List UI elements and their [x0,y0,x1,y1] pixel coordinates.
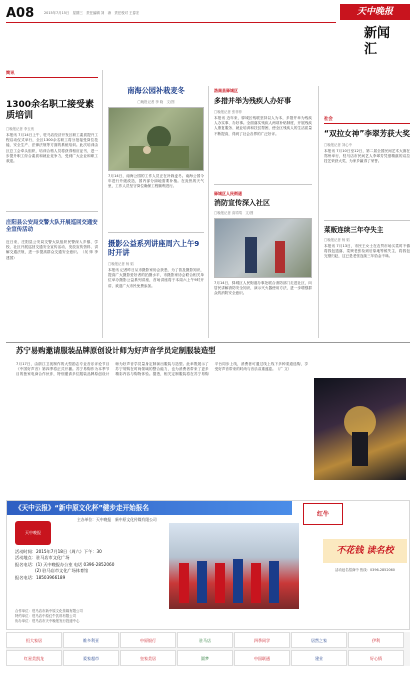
story-title: 多措并举为残疾人办好事 [214,97,291,105]
ad-line: 报名电话：18503966189 [15,574,66,580]
sponsor-tile: 皇家美居 [120,650,176,666]
ad-slogan-sub: 活动冠名招商中 热线：0396-2852060 [335,568,395,572]
story-body: 近日来，庄阳县公安局交警大队组织民警深入乡镇、学校、社区开展巡回交通安全宣传活动，发放宣传资料、讲解交通法规，进一步提高群众交通安全意识。（吴 帅 李建国） [6,240,98,260]
right-column [214,88,312,315]
middle-column [108,86,204,314]
photo-illustration [109,108,205,172]
story-body: 本报讯 7月10日至12日，第二届全国民间艺术大赛在郑州举行，驻马店市民间艺人李翠芳凭借精湛的双拉技艺荣获大奖，为家乡赢得了荣誉。 [324,148,410,163]
section-title: 新闻汇 [364,26,391,57]
story-byline: □晚报记者 高靖靖 文/图 [214,211,254,215]
photo-caption: 7月14日，驿城区人民街道办事处联合消防部门走进社区，向居民讲解消防安全知识，演示灭火器使用方法，进一步增强群众的消防安全意识。 [214,281,312,296]
page-number: A08 [6,6,35,21]
story-byline: □晚报记者 刘心中 [324,142,353,147]
section-divider [6,342,410,343]
main-story-photo [314,378,406,480]
sponsor-logo: 红牛 [303,503,343,525]
ad-footer [15,609,407,624]
story-title: 南海公园补栽麦冬 [127,86,185,95]
divider [108,232,204,233]
section-label: 驿城区人民街道 [214,191,242,196]
news-photo [108,107,204,171]
stage-illustration [314,378,406,480]
story-title: 消防宣传深入社区 [214,199,270,207]
section-label: 社会 [324,116,410,124]
story-body: 本报讯 近年来，驿城区残联坚持以人为本，多措并举为残疾人办实事、办好事。全面落实残疾人两项补贴制度，开展残疾人康复服务、就业培训和扶贫帮困，使全区残疾人的生活质量不断提高，得到了社会各界的广泛好评。 [214,116,312,136]
story-title: 庄阳县公安局交警大队开展巡回交通安全宣传活动 [6,220,98,233]
ground-shape [129,146,189,168]
runner-shape [215,563,225,603]
ad-banner: 《天中云报》“新中原文化杯”健步走开始报名 [7,501,292,515]
ad-slogan: 不花钱 读名校 [323,539,407,563]
column-divider [318,86,319,338]
ad-footer-line: 协办单位：驻马店市天中晚报发行投递中心 [15,619,80,623]
sponsor-tile: 恒大家居 [6,632,62,648]
ad-footer-line: 特约单位：驻马店中原红牛饮料有限公司 [15,614,77,618]
section-label: 洛南县驿城区 [214,88,238,93]
runner-shape [233,559,243,603]
performer-shape [352,432,368,466]
story-title: 摄影公益系列讲座周六上午9时开讲 [108,239,200,257]
sponsor-strip [6,632,410,666]
runners-illustration [169,523,299,609]
story-byline: □晚报记者 杨 韬 [108,262,134,266]
story-byline: □晚报记者 杨 韬 [324,237,350,242]
ad-logo: 天中晚报 [15,521,51,545]
sponsor-tile: 爱家超市 [63,650,119,666]
sponsor-tile: 伊利 [348,632,404,648]
ad-line: 活动地点：驻马店市文化广场 [15,555,70,561]
main-story-title: 苏宁易购邀请服装品牌原创设计师为好声音学员定制服装造型 [16,346,216,355]
column-divider [208,86,209,338]
main-story-body: 7月17日，由浙江卫视制作的大型励志专业音乐评论节目《中国好声音》第四季将正式开播。苏宁易购作为本季节目的独家电商合作伙伴，特别邀请多位服装品牌原创设计师为好声音学员量身定制演出服装与造型。此举既展示了苏宁易购在时尚领域的整合能力，也为消费者带来了更多精彩内容与购物体验。据悉，相关定制服装将在苏宁易购平台同步上线，消费者可通过线上线下多种渠道选购，享受好声音带来的时尚与音乐双重盛宴。（广 文） [16,362,308,377]
runner-shape [197,561,207,603]
divider [324,220,410,221]
sponsor-tile: 圆梦 [177,650,233,666]
ad-line: 活动时间：2015年7月18日（周六）下午：30 [15,549,102,554]
ad-organizers: 主办单位：天中晚报 新中原文化传媒有限公司 [77,517,157,522]
photo-caption: 7月14日，南海公园的工作人员正在补栽麦冬。南海公园今年进行升级改造，园内部分绿地需要补植。在炎热的天气里，工作人员坚守岗位确保工程顺利进行。 [108,174,204,189]
sponsor-tile: 居然之家 [291,632,347,648]
person-shape [245,237,257,273]
sponsor-tile: 中国联通 [234,650,290,666]
runner-shape [251,563,261,603]
extinguisher-shape [275,241,285,273]
story-title: “双拉女神”李翠芳获大奖 [324,129,410,138]
left-column [6,70,98,296]
far-right-column [324,116,410,316]
brand-logo: 天中晚报 [340,4,410,20]
ad-line: (2) 驻马店市文化广场体育馆 [35,568,89,574]
ad-runners-photo [169,523,299,609]
date-line: 2015年7月15日 星期三 责任编辑 刘 涛 责任校对 王春宏 [44,11,140,15]
advertisement [6,500,410,630]
worker-shape [143,146,151,154]
column-divider [102,70,103,338]
story-body: 本报讯 记者昨日从市摄影家协会获悉，为了普及摄影知识，提高广大摄影爱好者的拍摄水平，市摄影家协会联合相关单位举办摄影公益系列讲座，首场讲座将于本周六上午9时开讲，欢迎广大市民免费参加。 [108,268,204,288]
runner-shape [179,563,189,603]
ad-line: 报名电话：(1) 天中晚报办公室 电话 0396-2852060 [15,561,115,567]
story-title: 菜贩连续三年夺失主 [324,225,384,234]
news-photo [214,218,312,278]
story-body: 本报讯 7月13日，市民王女士在农贸市场买菜时不慎将钱包遗落，菜贩老张捡到后原地等候失主，将钱包完璧归赵，这已是老张连续三年拾金不昧。 [324,243,410,258]
sponsor-tile: 四季同学 [234,632,290,648]
runner-shape [269,561,279,603]
story-title: 1300余名职工接受素质培训 [6,100,95,121]
section-label: 简讯 [6,70,98,78]
sponsor-tile: 建业 [291,650,347,666]
ad-footer-line: 合作单位：驻马店市新中原文化传媒有限公司 [15,609,83,613]
divider [6,211,98,212]
divider [214,184,312,185]
story-byline: □晚报记者 李 晓 文/图 [137,100,175,104]
sponsor-tile: 维多利亚 [63,632,119,648]
sponsor-tile: 驻马店 [177,632,233,648]
header-rule [6,22,336,23]
story-body: 本报讯 7月14日上午，驻马店经济开发区职工素质提升工程启动仪式举行，全区1300余名职工将分批接受岗位技能、安全生产、法律法规等方面的系统培训。此次培训由区总工会牵头组织，培训合格人员将获得相应证书，进一步提升职工综合素质和就业竞争力，受到广大企业和职工欢迎。 [6,133,98,164]
story-byline: □晚报记者 张菲菲 [214,110,243,114]
sponsor-tile: 好心情 [348,650,404,666]
ad-details [15,549,165,581]
sponsor-tile: 中原银行 [120,632,176,648]
sponsor-tile: 红星美凯龙 [6,650,62,666]
photo-illustration [215,219,313,279]
story-byline: □晚报记者 李玉贵 [6,127,35,131]
